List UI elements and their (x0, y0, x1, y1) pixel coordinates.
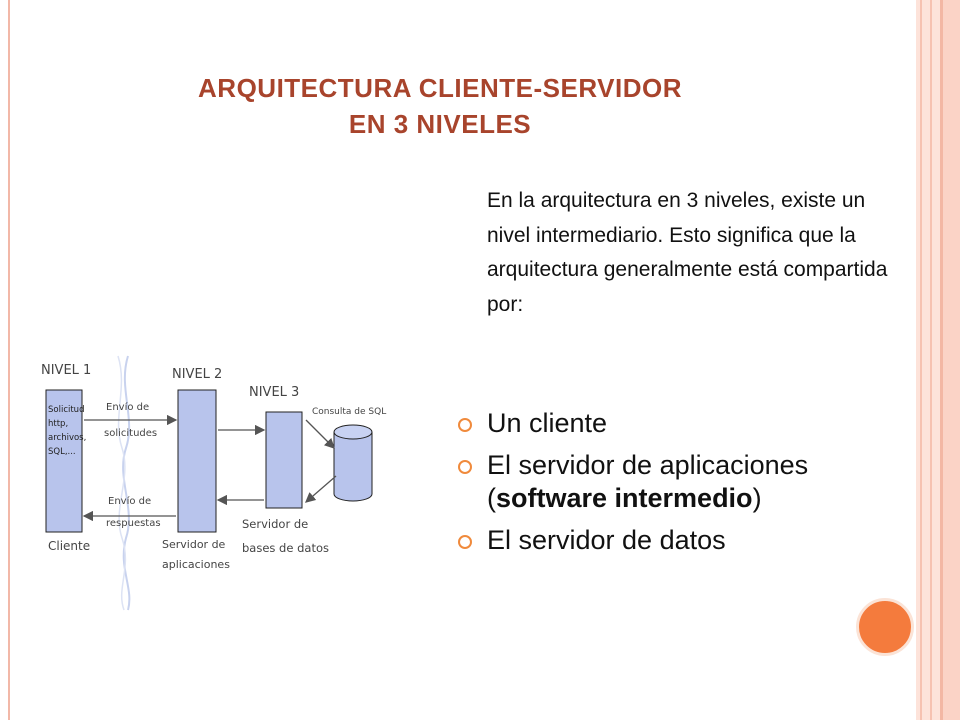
app-server-label: Servidor de aplicaciones (162, 538, 230, 571)
bullet-ring-icon (458, 460, 472, 474)
bullet-text-pre: El servidor de aplicaciones ( (487, 450, 809, 513)
bullet-item (458, 407, 878, 440)
nivel-2-label: NIVEL 2 (172, 367, 223, 382)
envio-respuestas-label: Envío de respuestas (106, 496, 161, 529)
sql-result-arrow (306, 476, 336, 502)
bullet-ring-icon (458, 418, 472, 432)
db-server-label: Servidor de bases de datos (242, 517, 329, 555)
bullet-ring-icon (458, 535, 472, 549)
app-server-box (178, 390, 216, 532)
cliente-label: Cliente (48, 539, 91, 553)
intro-paragraph: En la arquitectura en 3 niveles, existe un nivel intermediario. Esto significa que la arquitectura generalmente está compartida por: (487, 189, 888, 316)
title-line-2: EN 3 NIVELES (348, 109, 532, 139)
bullet-item (458, 524, 878, 557)
right-decorative-stripes (916, 0, 960, 720)
three-tier-diagram (36, 348, 396, 613)
db-server-box (266, 412, 302, 508)
bullet-list (458, 407, 878, 566)
sql-query-arrow (306, 420, 334, 448)
wavy-separator-2 (118, 356, 125, 610)
title-line-1: ARQUITECTURA CLIENTE-SERVIDOR (198, 73, 682, 103)
nivel-1-label: NIVEL 1 (41, 363, 92, 378)
decorative-orange-circle (856, 598, 914, 656)
bullet-text: Un cliente (487, 408, 608, 438)
nivel-3-label: NIVEL 3 (249, 385, 300, 400)
bullet-item (458, 449, 878, 515)
bullet-text-bold: software intermedio (496, 483, 753, 513)
database-cylinder-icon (334, 425, 372, 501)
bullet-text: El servidor de datos (487, 525, 726, 555)
bullet-text-post: ) (752, 483, 762, 513)
consulta-sql-label: Consulta de SQL (312, 407, 387, 417)
slide-title (110, 70, 770, 142)
envio-solicitudes-label: Envío de (106, 402, 150, 413)
envio-solicitudes-label-2: solicitudes (104, 428, 158, 439)
left-border-line (8, 0, 10, 720)
client-box-text: Solicitud http, archivos, SQL,... (48, 405, 87, 457)
